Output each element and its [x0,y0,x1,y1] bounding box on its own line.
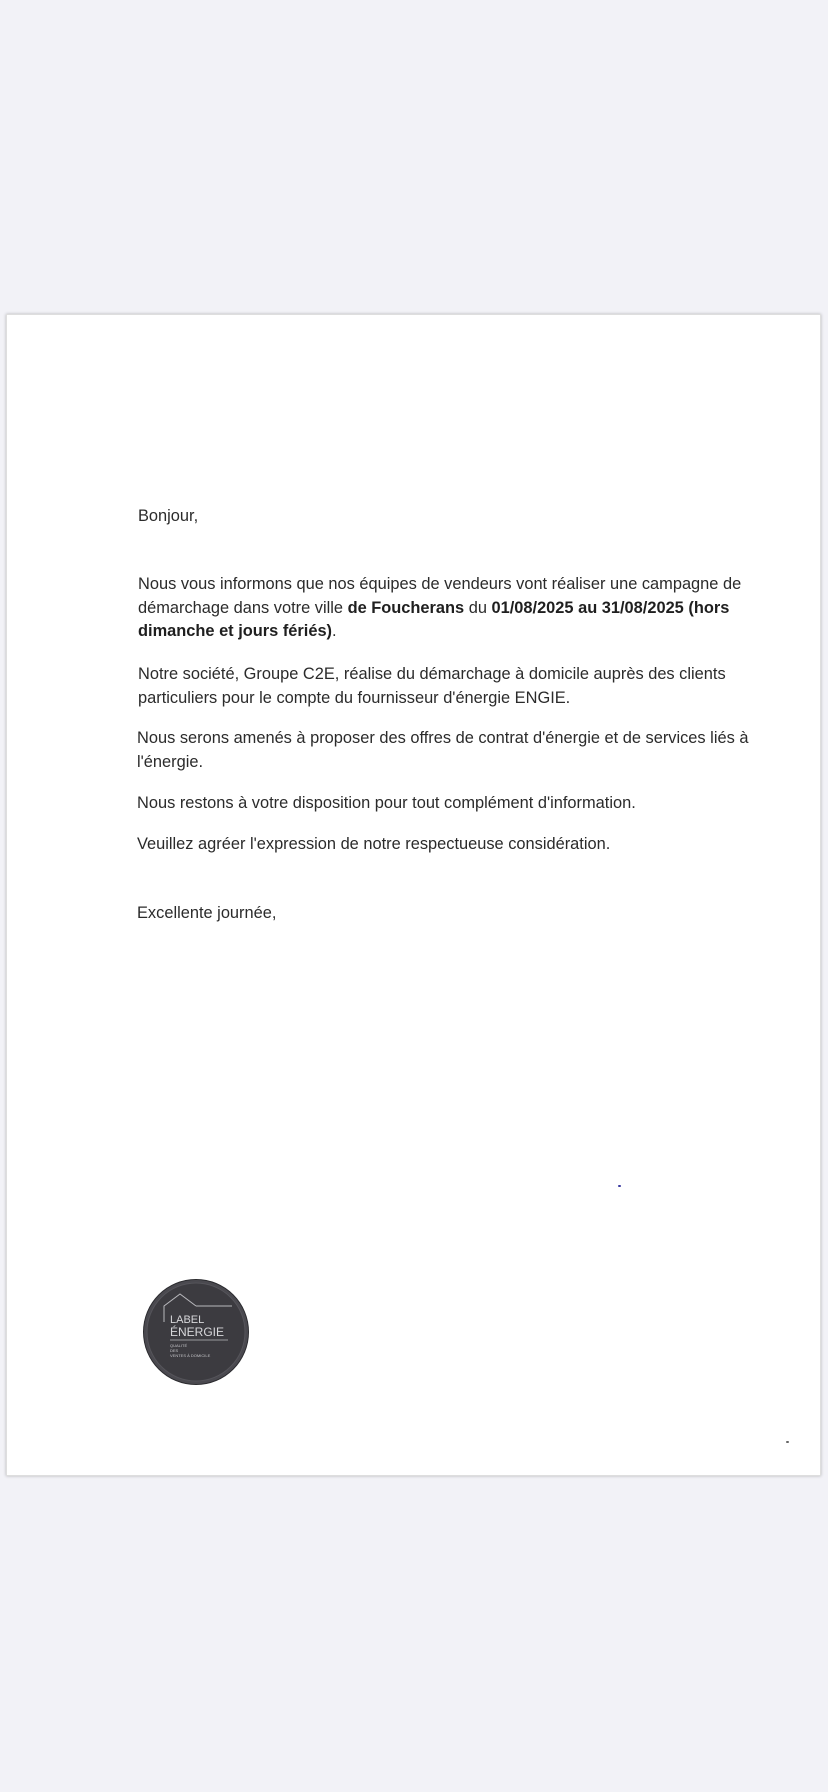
paragraph-campaign [138,573,748,644]
city-name: de Foucherans [347,598,465,617]
label-energie-seal [144,1280,248,1384]
paragraph-campaign-du: du [464,598,492,617]
paragraph-company: Notre société, Groupe C2E, réalise du démarchage à domicile auprès des clients particuliers pour le compte du fournisseur d'énergie ENGIE. [138,665,726,707]
paragraph-campaign-text: Nous vous informons que nos équipes de vendeurs vont réaliser une campagne de démarchage dans votre ville [138,575,742,617]
scan-speck [618,1185,621,1187]
greeting: Bonjour, [138,507,199,525]
seal-line1: LABEL [170,1314,205,1326]
seal-line2: ÉNERGIE [170,1325,225,1339]
closing: Excellente journée, [137,904,277,922]
letter-page [6,314,821,1476]
paragraph-regards: Veuillez agréer l'expression de notre respectueuse considération. [137,835,611,853]
seal-small3: VENTES À DOMICILE [170,1353,211,1358]
seal-graphic [144,1280,248,1384]
paragraph-campaign-end: . [332,622,337,640]
seal-small2: DES [170,1348,179,1353]
scan-speck [786,1441,789,1443]
campaign-dates: 01/08/2025 au 31/08/2025 (hors dimanche et jours fériés) [138,598,730,640]
paragraph-offers: Nous serons amenés à proposer des offres de contrat d'énergie et de services liés à l'énergie. [137,729,749,771]
seal-small1: QUALITÉ [170,1343,188,1348]
paragraph-availability: Nous restons à votre disposition pour tout complément d'information. [137,794,636,812]
